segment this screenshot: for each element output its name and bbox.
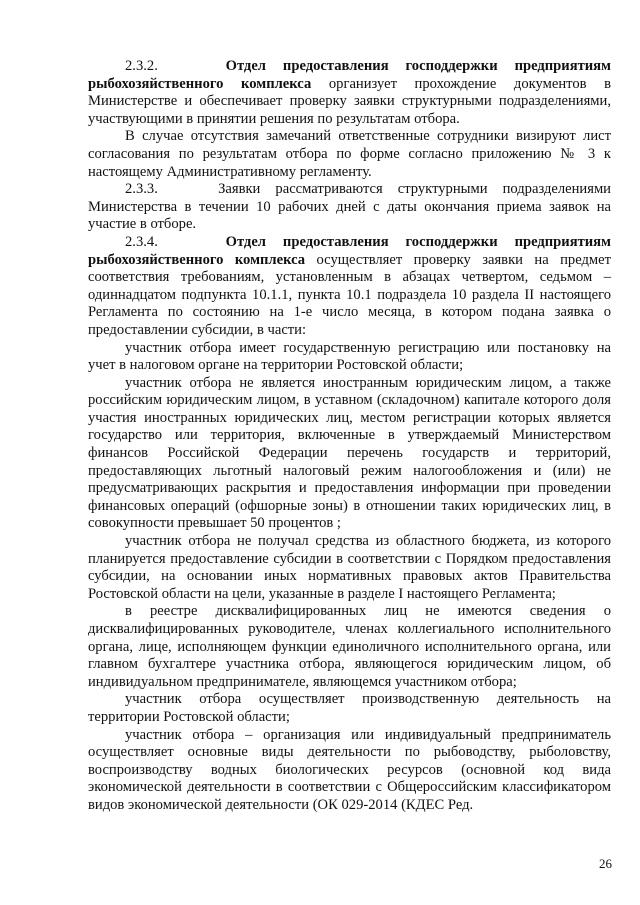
paragraph-registration	[88, 340, 611, 375]
document-page	[88, 58, 611, 815]
paragraph-2-3-2	[88, 58, 611, 128]
paragraph-2-3-3	[88, 181, 611, 234]
paragraph-text: участник отбора – организация или индивидуальный предприниматель осуществляет основные виды деятельности по рыбоводству, рыболовству, воспроизводству водных биологических ресурсов (основной код вида экономической деятельности в соответствии с Общероссийским классификатором видов экономической деятельности (ОК 029-2014 (КДЕС Ред.	[88, 726, 611, 813]
paragraph-text: в реестре дисквалифицированных лиц не имеются сведения о дисквалифицированных руководителе, членах коллегиального исполнительного органа, лице, исполняющем функции единоличного исполнительного органа, или главном бухгалтере участника отбора, являющегося юридическим лицом, об индивидуальном предпринимателе, являющемся участником отбора;	[88, 603, 611, 690]
paragraph-text: Заявки рассматриваются структурными подразделениями Министерства в течении 10 рабочих дней с даты окончания приема заявок на участие в отборе.	[88, 181, 611, 233]
paragraph-production-activity	[88, 691, 611, 726]
clause-number: 2.3.3.	[125, 181, 158, 198]
paragraph-main-activity	[88, 727, 611, 815]
clause-number: 2.3.4.	[125, 233, 158, 250]
department-name: Отдел предоставления господдержки предприятиям рыбохозяйственного комплекса	[88, 58, 611, 92]
paragraph-disqualified-registry	[88, 603, 611, 691]
paragraph-approval	[88, 128, 611, 181]
page-number: 26	[599, 856, 612, 871]
paragraph-text: осуществляет проверку заявки на предмет соответствия требованиям, установленным в абзацах четвертом, седьмом – одиннадцатом подпункта 10.1.1, пункта 10.1 подраздела 10 раздела II настоящего Регламента по состоянию на 1-е число месяца, в котором подана заявка о предоставлении субсидии, в части:	[88, 251, 611, 338]
paragraph-text: В случае отсутствия замечаний ответственные сотрудники визируют лист согласования по результатам отбора по форме согласно приложению № 3 к настоящему Административному регламенту.	[88, 128, 611, 180]
paragraph-text: участник отбора не получал средства из областного бюджета, из которого планируется предоставление субсидии в соответствии с Порядком предоставления субсидии, на основании иных нормативных правовых актов Правительства Ростовской области на цели, указанные в разделе I настоящего Регламента;	[88, 533, 611, 602]
clause-number: 2.3.2.	[125, 58, 158, 74]
department-name: Отдел предоставления господдержки предприятиям рыбохозяйственного комплекса	[88, 233, 611, 268]
paragraph-foreign-entity	[88, 375, 611, 533]
paragraph-text: участник отбора не является иностранным юридическим лицом, а также российским юридическим лицом, в уставном (складочном) капитале которого доля участия иностранных юридических лиц, местом регистрации которых является государство или территория, включенные в утверждаемый Министерством финансов Российской Федерации перечень государств и территорий, предоставляющих льготный налоговый режим налогообложения и (или) не предусматривающих раскрытия и предоставления информации при проведении финансовых операций (офшорные зоны) в отношении таких юридических лиц, в совокупности превышает 50 процентов ;	[88, 374, 611, 532]
paragraph-text: организует прохождение документов в Министерстве и обеспечивает проверку заявки структурными подразделениями, участвующими в принятии решения по результатам отбора.	[88, 75, 611, 127]
paragraph-2-3-4	[88, 234, 611, 340]
paragraph-text: участник отбора осуществляет производственную деятельность на территории Ростовской области;	[88, 691, 611, 725]
paragraph-text: участник отбора имеет государственную регистрацию или постановку на учет в налоговом органе на территории Ростовской области;	[88, 339, 611, 374]
paragraph-budget-funds	[88, 533, 611, 603]
